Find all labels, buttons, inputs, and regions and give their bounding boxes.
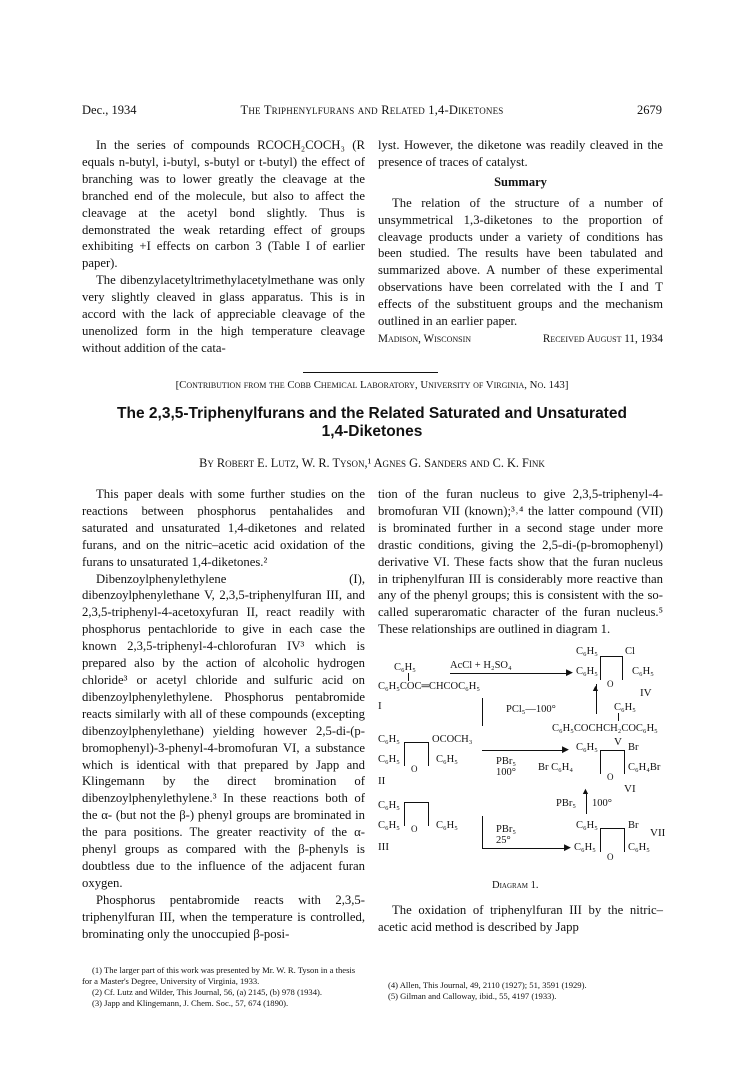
- ring-bond: [404, 742, 405, 766]
- arrow-head: ▲: [591, 683, 600, 693]
- phenyl-label: C₆H₅: [632, 666, 654, 677]
- ring-bond: [624, 750, 625, 774]
- contribution-line: [Contribution from the Cobb Chemical Laboratory, University of Virginia, No. 143]: [175, 379, 569, 391]
- bromophenyl-label: C₆H₄Br: [628, 762, 661, 773]
- header-date: Dec., 1934: [82, 103, 137, 117]
- phenyl-label: C₆H₅: [378, 734, 400, 745]
- diagram-caption: Diagram 1.: [492, 880, 539, 891]
- main-right-column: [378, 486, 663, 638]
- acetoxy-label: OCOCH₃: [432, 734, 473, 745]
- compound-I: C₆H₅COC═CHCOC₆H₅: [378, 681, 481, 692]
- paragraph: In the series of compounds RCOCH₂COCH₃ (R equals n-butyl, i-butyl, s-butyl or t-butyl) the effect of branching was to lower greatly the cleavage at the branched end of the molecule, but also to affect the cleavage at the acetyl bond slightly. Thus is demonstrated the weak retarding effect of groups exhibiting +I effects on carbon 3 (Table I of earlier paper).: [82, 138, 365, 271]
- section-divider: [303, 372, 438, 373]
- bond-line: [618, 713, 619, 721]
- label-V: V: [614, 736, 622, 748]
- reaction-arrow: [482, 750, 566, 751]
- running-header: [82, 103, 662, 119]
- ring-bond: [404, 802, 428, 803]
- title-line: 1,4-Diketones: [321, 423, 423, 440]
- reaction-line: [482, 816, 483, 848]
- page-number: 2679: [637, 103, 662, 117]
- phenyl-label: C₆H₅: [436, 754, 458, 765]
- reagent-label: PCl₅—100°: [506, 704, 556, 715]
- paragraph: The dibenzylacetyltrimethylacetylmethane was only very slightly cleaved in glass apparatus. This is in accord with the lack of appreciable cleavage of the unenolized form in the high temperature cleavage without addition of the cata-: [82, 273, 365, 355]
- header-title: The Triphenylfurans and Related 1,4-Diketones: [240, 103, 504, 117]
- main-left-column: [82, 486, 365, 942]
- bromo-label: Br: [628, 820, 639, 831]
- footnote: (1) The larger part of this work was presented by Mr. W. R. Tyson in a thesis for a Master's Degree, University of Virginia, 1933.: [82, 965, 356, 986]
- article-title: [82, 405, 662, 441]
- footnote: (3) Japp and Klingemann, J. Chem. Soc., 57, 674 (1890).: [92, 998, 289, 1008]
- summary-heading: Summary: [494, 174, 547, 189]
- reagent-label: AcCl + H₂SO₄: [450, 660, 512, 671]
- ring-bond: [600, 656, 601, 680]
- phenyl-label: C₆H₅: [378, 800, 400, 811]
- bond-line: [408, 673, 409, 681]
- ring-bond: [404, 742, 428, 743]
- temperature-label: 100°: [496, 767, 516, 778]
- ring-bond: [404, 802, 405, 826]
- footnotes-left: [82, 965, 365, 1009]
- oxygen-label: O: [607, 852, 614, 862]
- label-III: III: [378, 841, 389, 853]
- signature-place: Madison, Wisconsin: [378, 332, 472, 345]
- phenyl-label: C₆H₅: [394, 662, 416, 673]
- reagent-label: PBr₅: [496, 824, 517, 835]
- prev-article-left-column: [82, 137, 365, 357]
- ring-bond: [600, 750, 624, 751]
- paragraph: The oxidation of triphenylfuran III by the nitric–acetic acid method is described by Japp: [378, 903, 663, 934]
- oxygen-label: O: [411, 764, 418, 774]
- arrow-head: ▶: [564, 842, 571, 852]
- phenyl-label: C₆H₅: [628, 842, 650, 853]
- prev-article-right-column: [378, 137, 663, 348]
- label-VI: VI: [624, 783, 636, 795]
- arrow-head: ▶: [562, 744, 569, 754]
- ring-bond: [624, 828, 625, 852]
- footnote: (2) Cf. Lutz and Wilder, This Journal, 56, (a) 2145, (b) 978 (1934).: [92, 987, 323, 997]
- label-II: II: [378, 775, 386, 787]
- paragraph: Dibenzoylphenylethylene (I), dibenzoylphenylethane V, 2,3,5-triphenylfuran III, and 2,3,5-triphenyl-4-acetoxyfuran II, react readily with phosphorus pentachloride to give in each case the known 2,3,5-triphenyl-4-chlorofuran IV³ which is prepared also by the action of alcoholic hydrogen chloride³ or acetyl chloride and sulfuric acid on dibenzoylphenylethylene. Phosphorus pentabromide reacts similarly with all of these compounds (excepting dibenzoylphenylethane) yielding however 2,5-di-(p-bromophenyl)-3-phenyl-4-bromofuran VI, a substance which is identical with that prepared by Japp and Klingemann by the direct bromination of dibenzoylphenylethylene.³ In these reactions both of the α- (but not the β-) phenyl groups are brominated in the para positions. The greater reactivity of the α-phenyl groups as compared with the β-phenyls is doubtless due to the influence of the adjacent furan oxygen.: [82, 571, 365, 890]
- paragraph-block: [378, 902, 663, 936]
- footnote: (4) Allen, This Journal, 49, 2110 (1927); 51, 3591 (1929).: [388, 980, 587, 990]
- received-date: Received August 11, 1934: [542, 332, 663, 345]
- reaction-arrow: [482, 848, 568, 849]
- compound-V: C₆H₅COCHCH₂COC₆H₅: [552, 723, 658, 734]
- signature-line: [378, 331, 663, 348]
- phenyl-label: C₆H₅: [378, 754, 400, 765]
- footnote: (5) Gilman and Calloway, ibid., 55, 4197 (1933).: [388, 991, 557, 1001]
- ring-bond: [428, 802, 429, 826]
- ring-bond: [600, 656, 622, 657]
- footnotes-right: [378, 980, 663, 1002]
- reaction-diagram: [378, 646, 666, 936]
- ring-bond: [622, 656, 623, 680]
- phenyl-label: C₆H₅: [436, 820, 458, 831]
- label-I: I: [378, 700, 382, 712]
- ring-bond: [600, 828, 624, 829]
- oxygen-label: O: [607, 679, 614, 689]
- phenyl-label: C₆H₅: [576, 820, 598, 831]
- paragraph: tion of the furan nucleus to give 2,3,5-triphenyl-4-bromofuran VII (known);³˒⁴ the latter compound (VII) is brominated further in a second stage under more drastic conditions, giving the 2,5-di-(p-bromophenyl) derivative VI. These facts show that the furan nucleus in triphenylfuran III is considerably more reactive than any of the phenyl groups; this is consistent with the so-called superaromatic character of the furan nucleus.⁵ These relationships are outlined in diagram 1.: [378, 487, 663, 637]
- arrow-head: ▲: [581, 786, 590, 796]
- ring-bond: [428, 742, 429, 766]
- reaction-line: [482, 698, 483, 726]
- title-line: The 2,3,5-Triphenylfurans and the Related Saturated and Unsaturated: [117, 405, 627, 422]
- temperature-label: 25°: [496, 835, 511, 846]
- reagent-label: PBr₅: [556, 798, 577, 809]
- phenyl-label: C₆H₅: [378, 820, 400, 831]
- phenyl-label: C₆H₅: [576, 646, 598, 657]
- paragraph: Phosphorus pentabromide reacts with 2,3,5-triphenylfuran III, when the temperature is controlled, brominating only the unoccupied β-posi-: [82, 892, 365, 941]
- phenyl-label: C₆H₅: [576, 666, 598, 677]
- summary-text: The relation of the structure of a number of unsymmetrical 1,3-diketones to the proportion of cleavage products under a variety of conditions has been studied. The results have been tabulated and summarized above. A number of these experimental observations have been correlated with the I and T effects of the substituent groups and the mechanism outlined in an earlier paper.: [378, 195, 663, 329]
- phenyl-label: C₆H₅: [576, 742, 598, 753]
- reaction-arrow: [450, 673, 570, 674]
- label-VII: VII: [650, 827, 666, 839]
- chloro-label: Cl: [625, 646, 635, 657]
- phenyl-label: C₆H₅: [574, 842, 596, 853]
- reagent-label: PBr₅: [496, 756, 517, 767]
- bromo-label: Br: [628, 742, 639, 753]
- ring-bond: [600, 750, 601, 774]
- label-IV: IV: [640, 687, 652, 699]
- oxygen-label: O: [607, 772, 614, 782]
- oxygen-label: O: [411, 824, 418, 834]
- bromophenyl-label: Br C₆H₄: [538, 762, 574, 773]
- phenyl-label: C₆H₅: [614, 702, 636, 713]
- authors: By Robert E. Lutz, W. R. Tyson,¹ Agnes G. Sanders and C. K. Fink: [199, 456, 545, 470]
- arrow-head: ▶: [566, 667, 573, 677]
- paragraph: This paper deals with some further studies on the reactions between phosphorus pentahalides and saturated and unsaturated 1,4-diketones and related furans, and on the nitric–acetic acid oxidation of the furans to unsaturated 1,4-diketones.²: [82, 487, 365, 569]
- paragraph: lyst. However, the diketone was readily cleaved in the presence of traces of catalyst.: [378, 138, 663, 169]
- ring-bond: [600, 828, 601, 852]
- temperature-label: 100°: [592, 798, 612, 809]
